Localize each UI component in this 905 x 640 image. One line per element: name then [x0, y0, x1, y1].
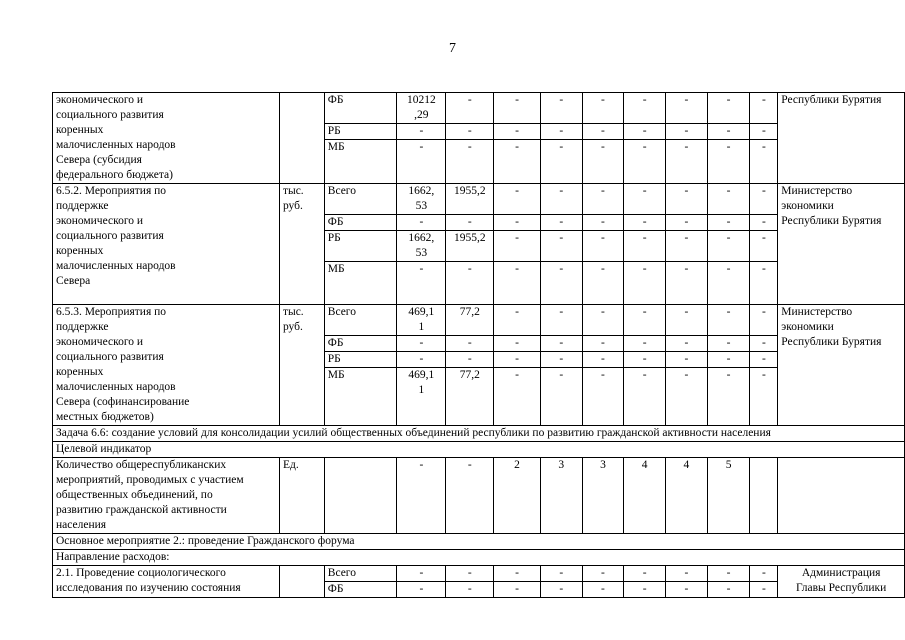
year-value: - [397, 336, 446, 352]
year-value: 1955,2 [446, 231, 494, 262]
year-value: - [582, 93, 624, 124]
funding-source: ФБ [324, 582, 397, 598]
year-value: - [666, 262, 708, 305]
task-row: Задача 6.6: создание условий для консолидации усилий общественных объединений республики по развитию гражданской активности населения [53, 426, 905, 442]
year-value: - [666, 184, 708, 215]
year-value: - [446, 352, 494, 368]
year-value: - [397, 140, 446, 184]
year-value: - [446, 582, 494, 598]
unit-cell [279, 566, 324, 598]
year-value: - [494, 352, 541, 368]
indicator-unit: Ед. [279, 458, 324, 534]
year-value: - [666, 336, 708, 352]
year-value: - [750, 368, 778, 426]
year-value: - [446, 566, 494, 582]
expense-direction-row: Направление расходов: [53, 550, 905, 566]
activity-name: экономического и социального развития коренных малочисленных народов Севера (субсидия федерального бюджета) [53, 93, 280, 184]
year-value: - [624, 352, 666, 368]
indicator-source [324, 458, 397, 534]
year-value: - [666, 231, 708, 262]
year-value: - [707, 368, 750, 426]
responsible-agency: Республики Бурятия [778, 93, 905, 184]
indicator-value: - [446, 458, 494, 534]
indicator-value: 2 [494, 458, 541, 534]
funding-source: ФБ [324, 93, 397, 124]
year-value: 469,1 1 [397, 305, 446, 336]
year-value: - [582, 231, 624, 262]
table-row [53, 566, 905, 582]
year-value: - [397, 262, 446, 305]
year-value: - [707, 124, 750, 140]
year-value: - [582, 352, 624, 368]
year-value: - [397, 124, 446, 140]
responsible-agency: Администрация Главы Республики [778, 566, 905, 598]
year-value: - [624, 566, 666, 582]
year-value: - [582, 262, 624, 305]
activity-name: 2.1. Проведение социологического исследования по изучению состояния [53, 566, 280, 598]
responsible-agency: Министерство экономики Республики Бурятия [778, 184, 905, 305]
year-value: - [540, 262, 582, 305]
funding-source: РБ [324, 352, 397, 368]
year-value: - [494, 582, 541, 598]
year-value: - [494, 231, 541, 262]
year-value: - [750, 336, 778, 352]
table-row [53, 550, 905, 566]
table-row [53, 442, 905, 458]
year-value: - [750, 184, 778, 215]
year-value: - [494, 215, 541, 231]
year-value: - [666, 566, 708, 582]
year-value: - [707, 566, 750, 582]
year-value: - [446, 336, 494, 352]
year-value: - [666, 124, 708, 140]
year-value: - [540, 140, 582, 184]
year-value: - [750, 582, 778, 598]
year-value: - [624, 231, 666, 262]
year-value: 77,2 [446, 368, 494, 426]
funding-source: Всего [324, 184, 397, 215]
year-value: - [707, 231, 750, 262]
year-value: - [666, 352, 708, 368]
indicator-value: - [397, 458, 446, 534]
year-value: - [494, 368, 541, 426]
funding-source: МБ [324, 262, 397, 305]
year-value: - [582, 305, 624, 336]
funding-source: РБ [324, 231, 397, 262]
funding-source: МБ [324, 140, 397, 184]
year-value: - [494, 336, 541, 352]
year-value: - [540, 305, 582, 336]
year-value: - [494, 262, 541, 305]
year-value: - [707, 93, 750, 124]
year-value: - [750, 124, 778, 140]
year-value: - [582, 124, 624, 140]
year-value: - [540, 231, 582, 262]
year-value: - [446, 140, 494, 184]
year-value: - [582, 582, 624, 598]
year-value: - [707, 582, 750, 598]
year-value: - [707, 184, 750, 215]
year-value: - [446, 124, 494, 140]
year-value: - [582, 566, 624, 582]
year-value: 1662, 53 [397, 184, 446, 215]
year-value: - [446, 93, 494, 124]
year-value: - [540, 368, 582, 426]
year-value: 1662, 53 [397, 231, 446, 262]
unit-cell [279, 93, 324, 184]
main-activity-row: Основное мероприятие 2.: проведение Гражданского форума [53, 534, 905, 550]
funding-source: РБ [324, 124, 397, 140]
indicator-name: Количество общереспубликанских мероприятий, проводимых с участием общественных объединений, по развитию гражданской активности населения [53, 458, 280, 534]
year-value: - [750, 215, 778, 231]
year-value: - [624, 582, 666, 598]
year-value: - [624, 336, 666, 352]
year-value: - [666, 93, 708, 124]
responsible-agency: Министерство экономики Республики Бурятия [778, 305, 905, 426]
funding-source: Всего [324, 305, 397, 336]
year-value: 10212 ,29 [397, 93, 446, 124]
program-table [52, 92, 905, 598]
indicator-agency [778, 458, 905, 534]
year-value: - [582, 368, 624, 426]
table-row [53, 184, 905, 215]
indicator-value: 4 [666, 458, 708, 534]
page-number: 7 [449, 41, 456, 56]
funding-source: Всего [324, 566, 397, 582]
year-value: - [707, 305, 750, 336]
year-value: - [494, 184, 541, 215]
year-value: - [624, 184, 666, 215]
activity-name: 6.5.3. Мероприятия по поддержке экономического и социального развития коренных малочисленных народов Севера (софинансирование местных бюджетов) [53, 305, 280, 426]
target-indicator-label: Целевой индикатор [53, 442, 905, 458]
year-value: - [494, 140, 541, 184]
year-value: - [624, 305, 666, 336]
year-value: - [750, 140, 778, 184]
indicator-value [750, 458, 778, 534]
year-value: - [624, 215, 666, 231]
year-value: - [397, 352, 446, 368]
year-value: - [397, 566, 446, 582]
year-value: - [666, 140, 708, 184]
year-value: - [624, 262, 666, 305]
funding-source: ФБ [324, 336, 397, 352]
year-value: - [494, 124, 541, 140]
table-row [53, 93, 905, 124]
year-value: - [540, 566, 582, 582]
year-value: - [750, 352, 778, 368]
year-value: - [750, 262, 778, 305]
year-value: - [707, 215, 750, 231]
year-value: - [582, 184, 624, 215]
year-value: - [707, 140, 750, 184]
year-value: - [666, 368, 708, 426]
funding-source: ФБ [324, 215, 397, 231]
year-value: - [582, 336, 624, 352]
year-value: - [397, 582, 446, 598]
year-value: - [494, 93, 541, 124]
year-value: - [624, 93, 666, 124]
year-value: - [750, 305, 778, 336]
year-value: - [750, 231, 778, 262]
year-value: - [707, 262, 750, 305]
year-value: - [540, 582, 582, 598]
year-value: - [624, 124, 666, 140]
unit-cell: тыс. руб. [279, 184, 324, 305]
activity-name: 6.5.2. Мероприятия по поддержке экономического и социального развития коренных малочисленных народов Севера [53, 184, 280, 305]
indicator-value: 3 [582, 458, 624, 534]
year-value: - [707, 352, 750, 368]
year-value: - [494, 305, 541, 336]
year-value: - [666, 215, 708, 231]
year-value: - [446, 262, 494, 305]
indicator-value: 5 [707, 458, 750, 534]
table-row [53, 305, 905, 336]
year-value: - [750, 566, 778, 582]
year-value: - [707, 336, 750, 352]
table-row [53, 426, 905, 442]
year-value: - [540, 215, 582, 231]
unit-cell: тыс. руб. [279, 305, 324, 426]
year-value: - [540, 352, 582, 368]
funding-source: МБ [324, 368, 397, 426]
year-value: - [666, 305, 708, 336]
year-value: - [540, 336, 582, 352]
year-value: - [397, 215, 446, 231]
year-value: - [666, 582, 708, 598]
year-value: - [582, 140, 624, 184]
year-value: - [750, 93, 778, 124]
indicator-value: 4 [624, 458, 666, 534]
indicator-value: 3 [540, 458, 582, 534]
year-value: 1955,2 [446, 184, 494, 215]
year-value: - [624, 140, 666, 184]
year-value: - [540, 93, 582, 124]
table-row [53, 458, 905, 534]
year-value: - [582, 215, 624, 231]
table-row [53, 534, 905, 550]
year-value: - [494, 566, 541, 582]
year-value: - [624, 368, 666, 426]
year-value: - [540, 184, 582, 215]
year-value: - [446, 215, 494, 231]
year-value: 77,2 [446, 305, 494, 336]
year-value: 469,1 1 [397, 368, 446, 426]
year-value: - [540, 124, 582, 140]
